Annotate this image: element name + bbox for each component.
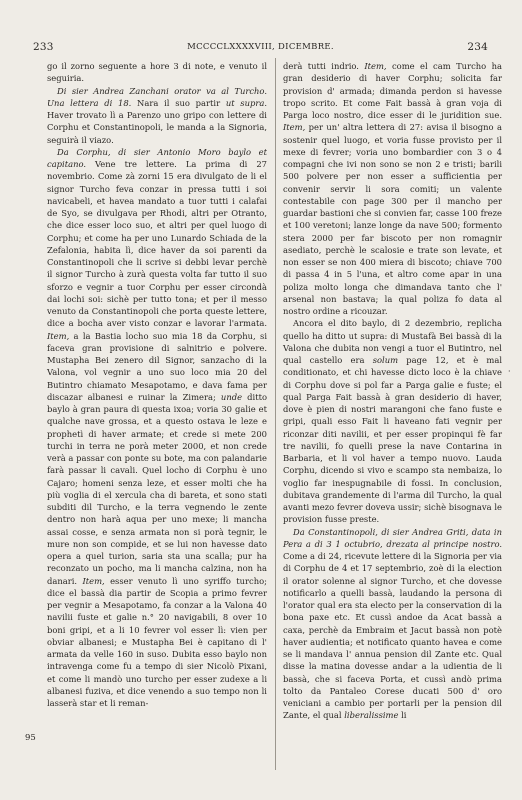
text-run: per un' altra lettera di 27: avisa il bisogno a sostenir quel luogo, et voria fusse provisto per il mexe di fevrer; voria uno bombardier con 3 o 4 compagni che ivi non sono se non 2 e tristi; barili 500 polvere per non esser a sufficientia per convenir servir li sora comiti; un valente contestabile con page 300 per il mancho per guardar bastioni che si convien far, casse 100 freze et 100 veretoni; lanze longe da nave 500; formento stera 2000 per far biscoto per non romagnir asediato, perchè le scalosie e trate son levate, et non esser se non 400 miera di biscoto; chiave 700 di passa 4 in 5 l'una, et altro come apar in una poliza molto longa che dimandava tanto che l' arsenal non bastava; la qual poliza fo data al nostro ordine a ricouzar. <box>283 122 502 316</box>
text-run: li <box>398 710 407 721</box>
italic-text: Item, <box>47 330 70 341</box>
text-run: ditto baylo à gran paura di questa ixoa; voria 30 galie et qualche nave grossa, et a questo ostava le leze e prophetì di haver armate; et crede si mete 200 turchi in terra ne porà meter 2000, et non crede verà a passar con ponte su bote, ma con palandarie farà passar li cavali. Quel locho di Corphu è uno Cajaro; homeni senza leze, et esser molti che ha più voglia di el xercula cha di bareta, et sono stati subditi dil Turcho, e la terra vegnendo le zente dentro non harà aqua per uno mexe; li mancha assai cosse, e senza armata non si porà tegnir, le mure non son compide, et se lui non havesse dato opera a quel turion, saria sta una scalla; pur ha reconzato un pocho, ma li mancha calzina, non ha danari. <box>47 391 267 586</box>
paragraph <box>47 85 267 146</box>
paragraph <box>47 146 267 710</box>
left-text-column <box>47 60 267 709</box>
page-number-right: 234 <box>467 41 488 53</box>
italic-text: unde <box>220 391 243 402</box>
text-run: come el cam Turcho ha gran desiderio di haver Corphu; solicita far provision d' armada; dimanda perdon si havesse tropo scrito. Et come Fait bassà à gran voja di Parga loco nostro, dice esser di le juridition sue. <box>283 61 502 120</box>
paragraph <box>47 60 267 85</box>
margin-folio-number: 95 <box>25 733 36 743</box>
text-run: Vene tre lettere. La prima di 27 novembrio. Come zà zorni 15 era divulgato de li el signor Turcho feva conzar in pressa tutti i soi navicabeli, et havea mandato a tuor tutti i calafai de Syo, se divulgava per Rhodi, altri per Otranto, che dice esser loco suo, et altri per quel luogo di Corphu; et come ha per uno Lunardo Schiada de la Zefalonia, habita lì, dice haver da soi parenti da Constantinopoli che li scrive si debbi levar perchè il signor Turcho à zurà questa volta far tutto il suo sforzo e vegnir a tuor Corphu per esser circondà dai lochi soi: sichè per tutto tona; et per il messo venuto da Constantinopoli che porta queste lettere, dice a bocha aver visto conzar e lavorar l'armata. <box>47 159 267 329</box>
italic-text: Di sier Andrea Zanchani orator va al Turcho. Una lettera di 18. <box>47 85 267 108</box>
paragraph <box>283 526 502 722</box>
italic-text: Item, <box>283 122 306 133</box>
text-run: go il zorno seguente a hore 3 di note, e venuto il seguiria. <box>47 61 267 84</box>
italic-text: ut supra. <box>225 97 268 108</box>
text-run: page 12, et è mal conditionato, et chi havesse dicto loco è la chiave di Corphu dove si pol far a Parga galie e fuste; el qual Parga Fait bassà à gran desiderio di haver, dove è pien di nostri marangoni che fano fuste e gripi, quali esso Fait li haveano fati vegnir per riconzar diti navilii, et per esser propinqui fè far tre navilii, fo quelli prese la nave Contarina in Barbaria, et li vol haver a tempo nuovo. Lauda Corphu, dicendo si vivo e scampo sta nembaiza, lo voglio far inespugnabile di fossi. In conclusion, dubitava grandemente di l'arma dil Turcho, la qual avanti mezo fevrer doveva ussir; sichè bisognava le provision fusse preste. <box>283 355 502 525</box>
text-run: Haver trovato lì a Parenzo uno gripo con lettere di Corphu et Constantinopoli, le manda a la Signoria, seguirà il viazo. <box>47 110 267 145</box>
italic-text: Item, <box>364 61 387 71</box>
text-run: Ancora el dito baylo, di 2 dezembrio, replicha quello ha ditto ut supra: di Mustafà Bei bassà di la Valona che dubita non vengi a tuor el Butintro, nel qual castello era <box>283 318 502 365</box>
text-run: Come a di 24, ricevute lettere di la Signoria per via di Corphu de 4 et 17 septembrio, zoè di la election il orator solenne al signor Turcho, et che dovesse notificarlo a quelli bassà, laudando la persona di l'orator qual era sta electo per la conservation di la bona paxe etc. Et cussì andoe da Acat bassà a caxa, perchè da Embraim et Jacut bassà non potè haver audientia; et notificato quanto havea e come se li mandava l' annua pension dil Zante etc. Qual disse la matina dovesse andar a la udientia de li bassà, che si faceva Porta, et cussì andò prima tolto da Pantaleo Corese ducati 500 d' oro veniciani a cambio per portarli per la pension dil Zante, el qual <box>283 551 502 721</box>
italic-text: Item, <box>82 575 105 586</box>
paragraph <box>283 60 502 317</box>
running-title: MCCCCLXXXXVIII, DICEMBRE. <box>187 42 334 52</box>
column-divider <box>275 58 276 770</box>
italic-text: Da Constantinopoli, di sier Andrea Griti, data in Pera a di 3 1 octubrio, drezata al principe nostro. <box>283 526 502 549</box>
margin-mark: · <box>508 367 511 376</box>
paragraph <box>283 317 502 525</box>
italic-text: Da Corphu, di sier Antonio Moro baylo et capitano. <box>47 146 267 169</box>
right-text-column <box>283 60 502 722</box>
text-run: Nara il suo partir <box>131 97 226 108</box>
italic-text: liberalissime <box>344 710 399 721</box>
page-number-left: 233 <box>33 41 54 53</box>
italic-text: solum <box>372 355 399 365</box>
text-run: a la Bastia locho suo mia 18 da Corphu, si faceva gran provisione di salnitrio e polvere. Mustapha Bei zenero dil Signor, sanzacho di la Valona, vol vegnir a uno suo loco mia 20 del Butintro chiamato Mesapotamo, e dava fama per discazar albanesi e ruinar la Zimera; <box>47 330 267 402</box>
text-run: derà tutti indrio. <box>283 61 365 71</box>
text-run: esser venuto lì uno syriffo turcho; dice el bassà dia partir de Scopia a primo fevrer per vegnir a Mesapotamo, fa conzar a la Valona 40 navilii fuste et galie n.° 20 navigabili, 8 over 10 boni gripi, et a li 10 fevrer vol esser lì: vien per obviar albanesi; e Mustapha Bei è capitano di l' armata da velle 160 in suso. Dubita esso baylo non intravenga come fu a tempo di sier Nicolò Pixani, et come li mandò uno turcho per esser zudexe a li albanesi fuziva, et dice venendo a suo tempo non li lasserà star et li reman- <box>47 575 267 708</box>
page-header <box>33 41 488 55</box>
